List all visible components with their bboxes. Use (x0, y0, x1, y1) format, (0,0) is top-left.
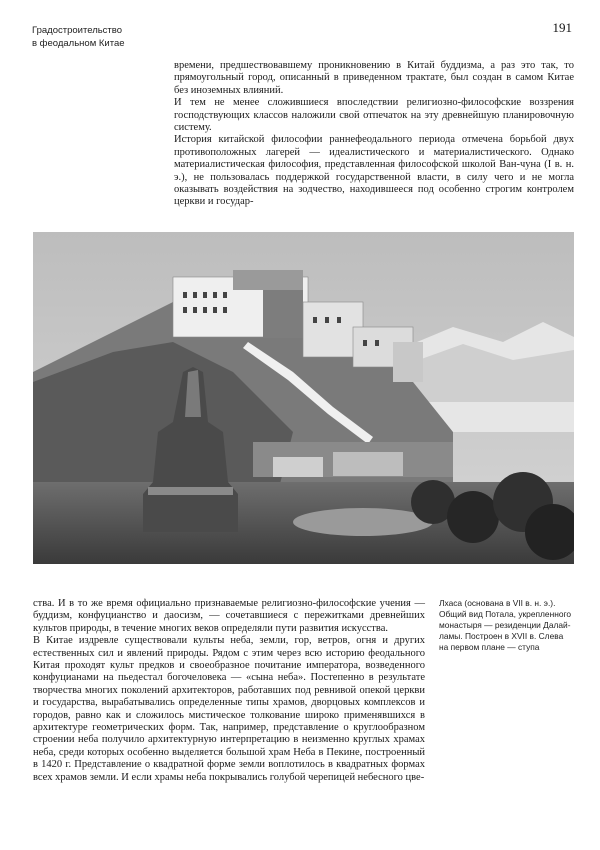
bottom-text-column (33, 598, 425, 784)
paragraph: ства. И в то же время официально признаваемые религиозно-философские учения — буддизм, конфуцианство и даосизм, — сочетавшиеся с пережитками древнейших культов природы, в течение многих веков определяли пути развития искусства. (33, 598, 425, 634)
page-number: 191 (552, 20, 572, 35)
photo-caption: Лхаса (основана в VII в. н. э.). Общий вид Потала, укрепленного монастыря — резиденции Далай-ламы. Построен в XVII в. Слева на первом плане — ступа (439, 598, 571, 652)
landscape-photo-icon (33, 232, 574, 564)
potala-photo (33, 232, 574, 564)
paragraph: История китайской философии раннефеодального периода отмечена борьбой двух противоположных лагерей — идеалистического и материалистического. Однако материалистическая философия, представленная философской школой Ван-чуна (I в. н. э.), не пользовалась поддержкой государственной власти, в силу чего и не могла оказывать воздействия на зодчество, находившееся под особенно строгим контролем церкви и государ- (174, 134, 574, 208)
paragraph: И тем не менее сложившиеся впоследствии религиозно-философские воззрения господствующих классов наложили свой отпечаток на эту древнейшую планировочную систему. (174, 97, 574, 134)
section-title (32, 24, 212, 50)
paragraph: времени, предшествовавшему проникновению в Китай буддизма, а раз это так, то прямоугольный город, описанный в приведенном трактате, был создан в самом Китае без иноземных влияний. (174, 60, 574, 96)
top-text-column (174, 60, 574, 209)
paragraph: В Китае издревле существовали культы неба, земли, гор, ветров, огня и других естественных сил и явлений природы. Рядом с этим через всю историю феодального Китая проходят культ предков и своеобразное почитание императора, возведенного конфуцианами на пьедестал богочеловека — «сына неба». Постепенно в результате творчества многих поколений архитекторов, работавших под ревнивой опекой церкви и государства, вырабатывались определенные типы храмов, дворцовых комплексов и городов, равно как и сложилось мистическое толкование широко применявшихся в архитектуре геометрических форм. Так, например, представление о круглообразном строении неба получило архитектурную интерпретацию в неизменно круглых храмах неба, среди которых особенно выделяется большой храм Неба в Пекине, построенный в 1420 г. Представление о квадратной форме земли воплотилось в квадратных формах всех храмов земли. И если храмы неба покрывались голубой черепицей небесного цве- (33, 635, 425, 783)
section-title-line: Градостроительство в феодальном Китае (32, 25, 125, 49)
